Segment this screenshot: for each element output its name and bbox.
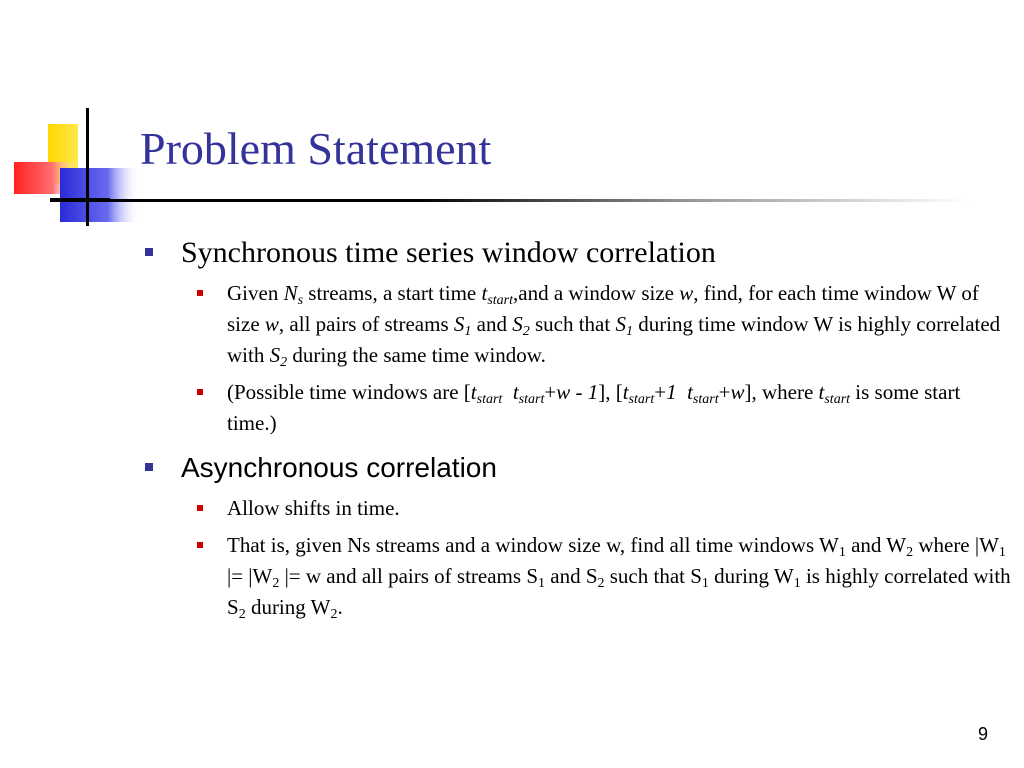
sub-bullet-text: Given $N_s$ streams, a start time $t_{start},and$ a window size w, find, for each time window W of size w, all pairs of streams $S_1$ and $S_2$ such that $S_1$ during time window W is highly correlated with $S_2$ during the same time window. [227,281,1006,370]
bullet-text: Synchronous time series window correlation [181,236,716,269]
slide-title: Problem Statement [140,123,492,174]
decorative-squares-logo [0,100,160,240]
bullet-text: Asynchronous correlation [181,452,497,483]
sub-bullet-given [145,278,1015,371]
square-bullet-icon [145,463,153,471]
sub-bullet-allow-shifts [145,493,1015,524]
bullet-synchronous [145,234,1015,272]
square-bullet-icon [197,290,203,296]
square-bullet-icon [197,389,203,395]
square-bullet-icon [197,542,203,548]
sub-bullet-possible-windows [145,377,1015,439]
sub-bullet-text: Allow shifts in time. [227,496,400,520]
bullet-asynchronous [145,449,1015,487]
title-underline [50,199,970,202]
slide-body [145,234,1015,629]
sub-bullet-text: That is, given Ns streams and a window size w, find all time windows $W_1$ and $W_2$ where $|W_1$ |= $|W_2$ |= w and all pairs of streams $S_1$ and $S_2$ such that $S_1$ during $W_1$ is highly correlated with $S_2$ during $W_2$. [227,533,1011,622]
page-number: 9 [978,724,989,744]
sub-bullet-text: (Possible time windows are [$t_{start}$ $t_{start}+w - 1$], [$t_{start}+1$ $t_{start}+w$], where $t_{start}$ is some start time.) [227,380,961,435]
square-bullet-icon [197,505,203,511]
sub-bullet-that-is [145,530,1015,623]
square-bullet-icon [145,248,153,256]
